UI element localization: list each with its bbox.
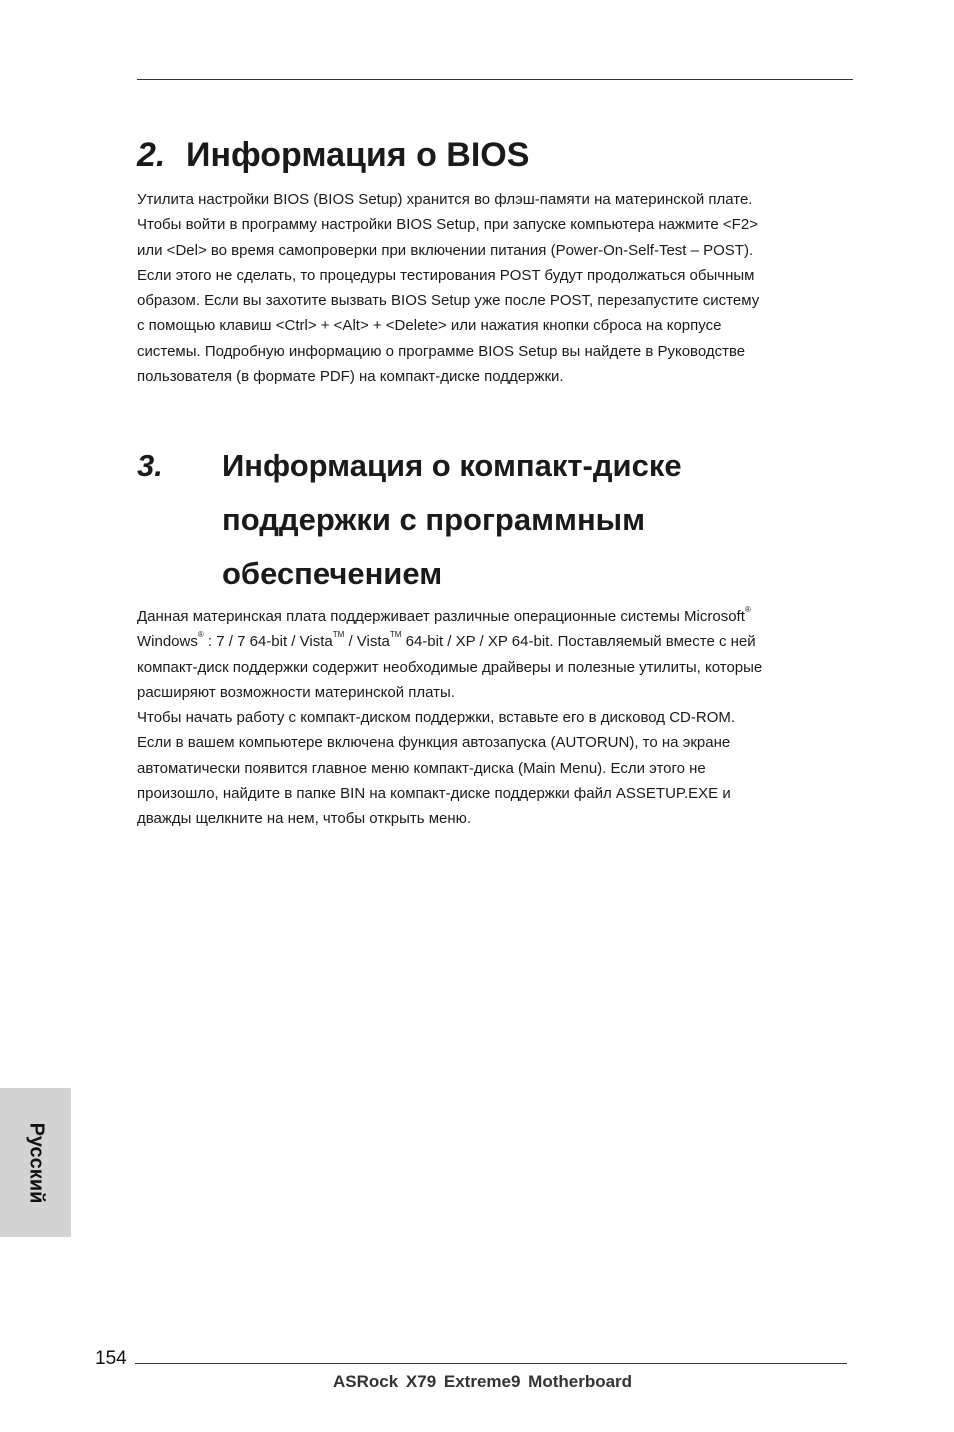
bottom-rule <box>135 1363 847 1364</box>
registered-mark: ® <box>197 630 204 640</box>
page-number: 154 <box>95 1348 127 1369</box>
text-line: компакт-диск поддержки содержит необходимые драйверы и полезные утилиты, которые <box>137 658 763 676</box>
text-fragment: Windows <box>137 633 198 651</box>
text-line: дважды щелкните на нем, чтобы открыть меню. <box>137 810 472 828</box>
text-fragment: 64-bit / XP / XP 64-bit. Поставляемый вместе с ней <box>401 633 756 651</box>
text-fragment: : 7 / 7 64-bit / Vista <box>203 633 333 651</box>
language-label: Русский <box>25 1122 47 1203</box>
section-3-number: 3. <box>137 448 163 483</box>
trademark-mark: TM <box>389 630 402 640</box>
text-line: с помощью клавиш <Ctrl> + <Alt> + <Delete> или нажатия кнопки сброса на корпусе <box>137 317 722 335</box>
text-line: Чтобы начать работу с компакт-диском поддержки, вставьте его в дисковод CD-ROM. <box>137 709 736 727</box>
text-line: или <Del> во время самопроверки при включении питания (Power-On-Self-Test – POST). <box>137 241 754 259</box>
section-2-paragraph <box>137 187 853 389</box>
section-3-title-line: поддержки с программным <box>222 502 646 537</box>
language-side-tab <box>0 1088 71 1237</box>
text-line <box>137 629 853 654</box>
text-line: автоматически появится главное меню компакт-диска (Main Menu). Если этого не <box>137 759 706 777</box>
text-line: системы. Подробную информацию о программе BIOS Setup вы найдете в Руководстве <box>137 342 746 360</box>
section-3-title-line: обеспечением <box>222 556 443 591</box>
text-line: образом. Если вы захотите вызвать BIOS Setup уже после POST, перезапустите систему <box>137 292 760 310</box>
text-line: Если этого не сделать, то процедуры тестирования POST будут продолжаться обычным <box>137 266 755 284</box>
section-3-paragraph <box>137 604 853 832</box>
text-line: Чтобы войти в программу настройки BIOS Setup, при запуске компьютера нажмите <F2> <box>137 216 758 234</box>
text-fragment: / Vista <box>344 633 390 651</box>
section-2-heading <box>137 131 529 179</box>
top-rule <box>137 79 853 80</box>
section-2-number: 2. <box>137 136 166 174</box>
text-line: Утилита настройки BIOS (BIOS Setup) хранится во флэш-памяти на материнской плате. <box>137 191 753 208</box>
section-3-title <box>222 439 682 601</box>
registered-mark: ® <box>744 605 751 614</box>
text-fragment: Данная материнская плата поддерживает различные операционные системы Microsoft <box>137 608 745 625</box>
section-3-title-line: Информация о компакт-диске <box>222 448 682 483</box>
text-line <box>137 604 853 629</box>
footer-title: ASRock X79 Extreme9 Motherboard <box>333 1372 633 1391</box>
trademark-mark: TM <box>332 630 345 640</box>
text-line: пользователя (в формате PDF) на компакт-диске поддержки. <box>137 368 564 386</box>
text-line: Если в вашем компьютере включена функция автозапуска (AUTORUN), то на экране <box>137 734 731 752</box>
text-line: произошло, найдите в папке BIN на компакт-диске поддержки файл ASSETUP.EXE и <box>137 785 731 803</box>
section-2-title: Информация о BIOS <box>186 136 530 174</box>
text-line: расширяют возможности материнской платы. <box>137 683 455 701</box>
